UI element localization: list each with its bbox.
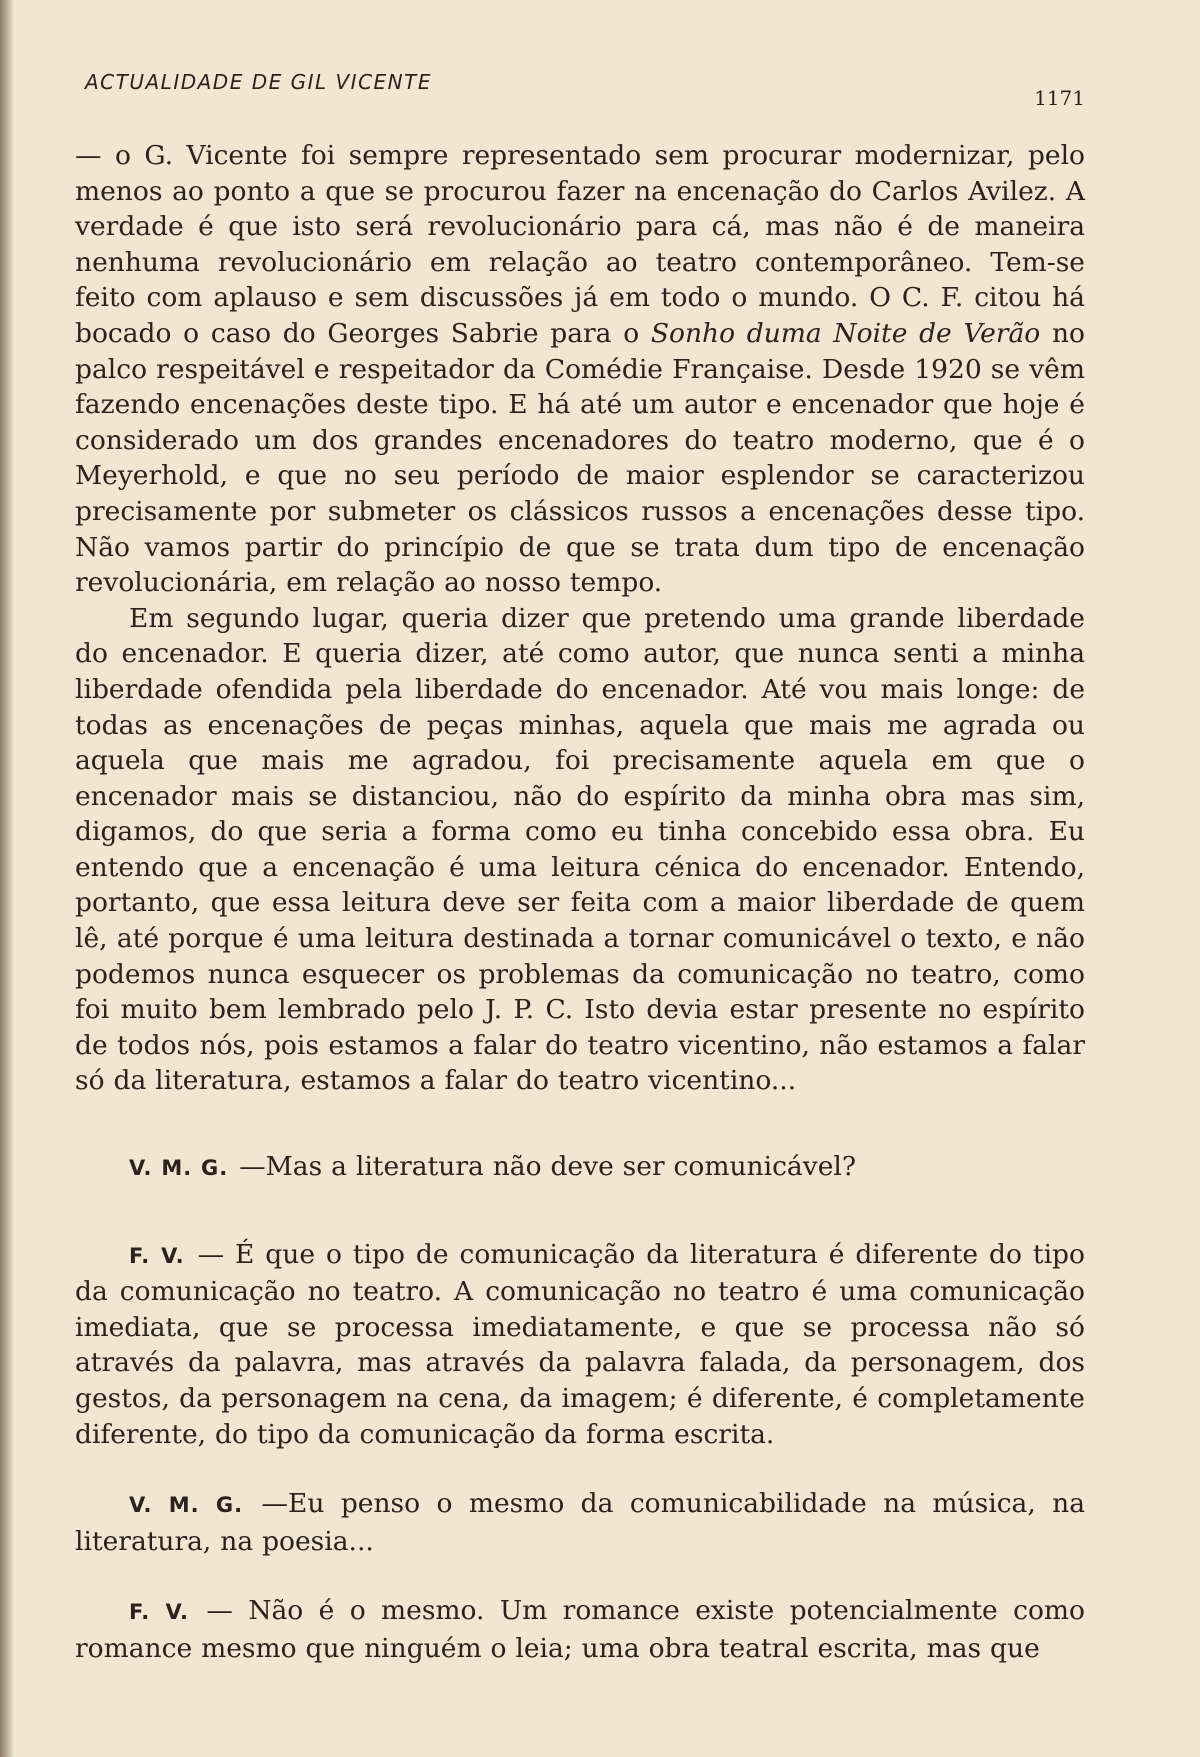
- dialogue-dash: —: [206, 1595, 233, 1627]
- paragraph-text: — o G. Vicente foi sempre representado sem procurar modernizar, pelo menos ao ponto a que se procurou fazer na encenação do Carlos Avilez. A verdade é que isto será revolucionário para cá, mas não é de maneira nenhuma revolucionário em relação ao teatro contemporâneo. Tem-se feito com aplauso e sem discussões já em todo o mundo. O C. F. citou há bocado o caso do Georges Sabrie para o: [75, 140, 1085, 349]
- dialogue-dash: —: [261, 1488, 289, 1520]
- page-body: [75, 138, 1085, 1667]
- dialogue-turn: [75, 1237, 1085, 1453]
- running-head: [75, 60, 1085, 120]
- dialogue-dash: —: [239, 1151, 266, 1183]
- dialogue-turn: [75, 1593, 1085, 1666]
- speech-text: Mas a literatura não deve ser comunicável?: [265, 1151, 857, 1183]
- paragraph-text: no palco respeitável e respeitador da Comédie Française. Desde 1920 se vêm fazendo encenações deste tipo. E há até um autor e encenador que hoje é considerado um dos grandes encenadores do teatro moderno, que é o Meyerhold, e que no seu período de maior esplendor se caracterizou precisamente por submeter os clássicos russos a encenações desse tipo. Não vamos partir do princípio de que se trata dum tipo de encenação revolucionária, em relação ao nosso tempo.: [75, 317, 1085, 599]
- speech-text: É que o tipo de comunicação da literatura é diferente do tipo da comunicação no teatro. A comunicação no teatro é uma comunicação imediata, que se processa imediatamente, e que se processa não só através da palavra, mas através da palavra falada, da personagem, dos gestos, da personagem na cena, da imagem; é diferente, é completamente diferente, do tipo da comunicação da forma escrita.: [75, 1238, 1085, 1450]
- paragraph: [75, 601, 1085, 1099]
- speech-text: Não é o mesmo. Um romance existe potencialmente como romance mesmo que ninguém o leia; uma obra teatral escrita, mas que: [75, 1595, 1085, 1664]
- dialogue-turn: [75, 1486, 1085, 1559]
- play-title: Sonho duma Noite de Verão: [650, 317, 1041, 349]
- page-number: 1171: [1034, 86, 1085, 110]
- book-page: [75, 60, 1085, 1740]
- speaker-initials: V. M. G.: [129, 1156, 229, 1181]
- speaker-initials: F. V.: [129, 1243, 185, 1268]
- speaker-initials: F. V.: [129, 1600, 190, 1625]
- paragraph-continuation: [75, 138, 1085, 601]
- speech-text: Eu penso o mesmo da comunicabilidade na música, na literatura, na poesia...: [75, 1488, 1086, 1557]
- paragraph-text: Em segundo lugar, queria dizer que pretendo uma grande liberdade do encenador. E queria dizer, até como autor, que nunca senti a minha liberdade ofendida pela liberdade do encenador. Até vou mais longe: de todas as encenações de peças minhas, aquela que mais me agrada ou aquela que mais me agradou, foi precisamente aquela em que o encenador mais se distanciou, não do espírito da minha obra mas sim, digamos, do que seria a forma como eu tinha concebido essa obra. Eu entendo que a encenação é uma leitura cénica do encenador. Entendo, portanto, que essa leitura deve ser feita com a maior liberdade de quem lê, até porque é uma leitura destinada a tornar comunicável o texto, e não podemos nunca esquecer os problemas da comunicação no teatro, como foi muito bem lembrado pelo J. P. C. Isto devia estar presente no espírito de todos nós, pois estamos a falar do teatro vicentino, não estamos a falar só da literatura, estamos a falar do teatro vicentino...: [75, 602, 1085, 1097]
- speaker-initials: V. M. G.: [129, 1493, 244, 1518]
- dialogue-dash: —: [197, 1238, 225, 1270]
- page-binding-shadow: [0, 0, 14, 1757]
- dialogue-turn: [75, 1149, 1085, 1187]
- running-title: ACTUALIDADE DE GIL VICENTE: [85, 70, 432, 94]
